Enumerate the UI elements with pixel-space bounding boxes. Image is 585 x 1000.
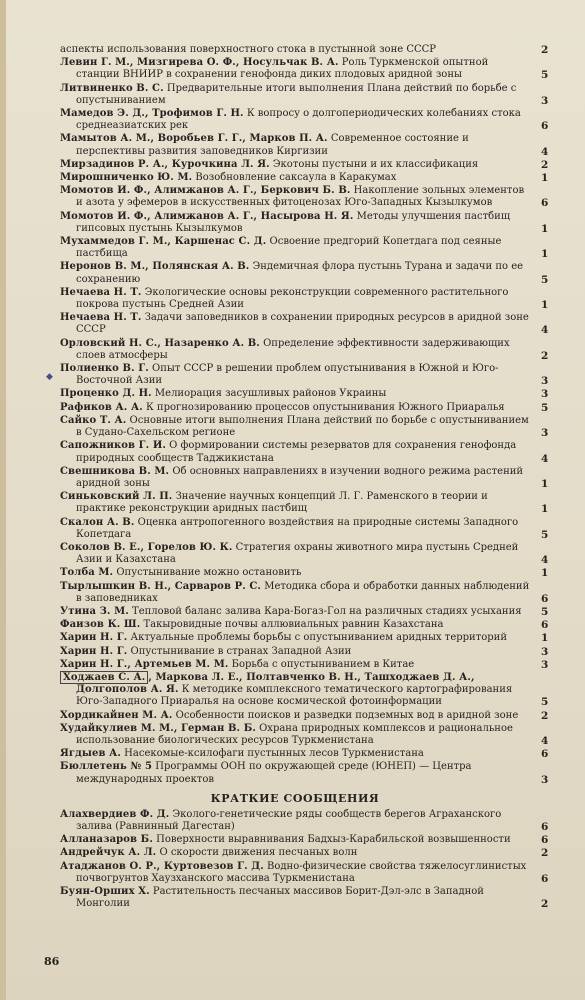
- entry-issue-number: 3: [541, 773, 549, 786]
- entry-title: Методика сбора и обработки данных наблюдений в заповедниках: [76, 580, 530, 604]
- bibliography-list: [60, 44, 549, 911]
- entry-issue-number: 6: [541, 748, 549, 761]
- entry-author: Тырлышкин В. Н., Сарваров Р. С.: [60, 580, 262, 592]
- entry-issue-number: 4: [541, 145, 549, 158]
- entry-title: О скорости движения песчаных волн: [159, 847, 358, 859]
- bibliography-entry: [60, 337, 549, 362]
- entry-title: Программы ООН по окружающей среде (ЮНЕП) — Центра международных проектов: [76, 761, 472, 785]
- entry-author: Мамедов Э. Д., Трофимов Г. Н.: [60, 108, 244, 120]
- entry-author: Буян-Орших Х.: [60, 886, 150, 897]
- entry-title: О формировании системы резерватов для сохранения генофонда природных сообществ Таджикистана: [76, 440, 517, 464]
- entry-title: аспекты использования поверхностного стока в пустынной зоне СССР: [60, 44, 437, 55]
- entry-issue-number: 2: [541, 349, 549, 362]
- entry-author: Левин Г. М., Мизгирева О. Ф., Носульчак В. А.: [60, 57, 339, 69]
- entry-author: Литвиненко В. С.: [60, 82, 164, 94]
- bibliography-entry: [60, 82, 549, 107]
- entry-issue-number: 6: [541, 834, 549, 847]
- entry-author: Проценко Д. Н.: [60, 388, 152, 400]
- entry-issue-number: 1: [541, 567, 549, 580]
- entry-title: Опустынивание в странах Западной Азии: [130, 645, 352, 657]
- entry-title: Освоение предгорий Копетдага под сеяные пастбища: [76, 236, 502, 260]
- entry-title: Поверхности выравнивания Бадхыз-Карабильской возвышенности: [156, 834, 511, 846]
- entry-issue-number: 3: [541, 645, 549, 658]
- entry-issue-number: 4: [541, 734, 549, 747]
- bibliography-entry: [60, 605, 549, 618]
- bibliography-entry: [60, 108, 549, 133]
- entry-author: Бюллетень № 5: [60, 761, 153, 773]
- entry-issue-number: 6: [541, 120, 549, 133]
- bibliography-entry: [60, 388, 549, 401]
- entry-title: Охрана природных комплексов и рациональное использование биологических ресурсов Туркменистана: [76, 722, 513, 746]
- bibliography-entry: [60, 210, 549, 235]
- bibliography-entry: [60, 860, 549, 885]
- entry-title: Опустынивание можно остановить: [116, 567, 302, 579]
- bibliography-entry: [60, 172, 549, 185]
- entry-issue-number: 5: [541, 401, 549, 414]
- entry-author-highlight: Ходжаев С. А.: [60, 671, 148, 684]
- entry-title: Значение научных концепций Л. Г. Раменского в теории и практике реконструкции аридных пастбищ: [76, 491, 488, 515]
- entry-title: Мелиорация засушливых районов Украины: [154, 388, 387, 400]
- bibliography-entry: [60, 440, 549, 465]
- bibliography-entry: [60, 57, 549, 82]
- bibliography-entry: [60, 886, 549, 911]
- entry-issue-number: 2: [541, 898, 549, 911]
- entry-title: К методике комплексного тематического картографирования Юго-Западного Приаралья на основе космической фотоинформации: [76, 684, 513, 708]
- entry-author: Харин Н. Г., Артемьев М. М.: [60, 658, 229, 670]
- entry-title: Задачи заповедников в сохранении природных ресурсов в аридной зоне СССР: [76, 312, 529, 336]
- entry-issue-number: 5: [541, 273, 549, 286]
- entry-issue-number: 1: [541, 248, 549, 261]
- bibliography-entry: [60, 834, 549, 847]
- entry-issue-number: 1: [541, 632, 549, 645]
- bibliography-entry: [60, 645, 549, 658]
- entry-author: Ягдыев А.: [60, 748, 121, 760]
- entry-issue-number: 6: [541, 872, 549, 885]
- entry-author: , Маркова Л. Е., Полтавченко В. Н., Ташходжаев Д. А., Долгополов А. Я.: [76, 671, 475, 696]
- bibliography-entry: [60, 491, 549, 516]
- entry-title: Роль Туркменской опытной станции ВНИИР в сохранении генофонда диких плодовых аридной зоны: [76, 57, 489, 81]
- bibliography-entry: [60, 261, 549, 286]
- bibliography-entry: [60, 722, 549, 747]
- entry-issue-number: 1: [541, 222, 549, 235]
- bibliography-entry: [60, 632, 549, 645]
- bibliography-entry: [60, 312, 549, 337]
- entry-author: Свешникова В. М.: [60, 465, 170, 477]
- entry-title: Насекомые-ксилофаги пустынных лесов Туркменистана: [124, 748, 424, 760]
- entry-author: Хордикайнен М. А.: [60, 709, 173, 721]
- section-heading: КРАТКИЕ СООБЩЕНИЯ: [210, 791, 380, 805]
- entry-issue-number: 3: [541, 427, 549, 440]
- entry-author: Мамытов А. М., Воробьев Г. Г., Марков П. А.: [60, 133, 328, 145]
- page-number: 86: [44, 955, 60, 968]
- entry-issue-number: 6: [541, 197, 549, 210]
- entry-issue-number: 2: [541, 709, 549, 722]
- entry-issue-number: 6: [541, 820, 549, 833]
- entry-title: К прогнозированию процессов опустынивания Южного Приаралья: [145, 401, 505, 413]
- entry-title: Основные итоги выполнения Плана действий по борьбе с опустыниванием в Судано-Сахельском регионе: [76, 414, 529, 439]
- entry-author: Толба М.: [60, 567, 114, 579]
- entry-author: Нечаева Н. Т.: [60, 312, 142, 324]
- entry-author: Алахвердиев Ф. Д.: [60, 808, 170, 820]
- entry-title: Актуальные проблемы борьбы с опустыниванием аридных территорий: [130, 632, 508, 644]
- entry-author: Утина З. М.: [60, 605, 129, 617]
- entry-author: Момотов И. Ф., Алимжанов А. Г., Беркович Б. В.: [60, 185, 351, 197]
- entry-issue-number: 3: [541, 658, 549, 671]
- entry-issue-number: 6: [541, 619, 549, 632]
- bibliography-entry: [60, 286, 549, 312]
- entry-title: Определение эффективности задерживающих слоев атмосферы: [76, 337, 510, 361]
- entry-title: Особенности поисков и разведки подземных вод в аридной зоне: [175, 709, 519, 721]
- entry-title: Стратегия охраны животного мира пустынь Средней Азии и Казахстана: [76, 541, 519, 566]
- entry-issue-number: 3: [541, 388, 549, 401]
- bibliography-entry: [60, 658, 549, 671]
- bibliography-entry: [60, 709, 549, 722]
- entry-title: Растительность песчаных массивов Борит-Дэл-элс в Западной Монголии: [76, 886, 484, 910]
- entry-title: Оценка антропогенного воздействия на природные системы Западного Копетдага: [76, 516, 519, 540]
- entry-issue-number: 2: [541, 847, 549, 860]
- entry-title: Эндемичная флора пустынь Турана и задачи по ее сохранению: [76, 261, 524, 285]
- bibliography-entry: [60, 44, 549, 56]
- entry-title: Возобновление саксаула в Каракумах: [195, 172, 397, 184]
- entry-title: Современное состояние и перспективы развития заповедников Киргизии: [76, 133, 469, 157]
- bibliography-entry: [60, 847, 549, 860]
- entry-issue-number: 4: [541, 324, 549, 337]
- entry-title: Предварительные итоги выполнения Плана действий по борьбе с опустыниванием: [76, 82, 517, 106]
- entry-issue-number: 1: [541, 299, 549, 312]
- entry-issue-number: 5: [541, 605, 549, 618]
- entry-author: Мирзадинов Р. А., Курочкина Л. Я.: [60, 158, 270, 170]
- entry-issue-number: 2: [541, 44, 549, 56]
- entry-issue-number: 6: [541, 592, 549, 605]
- page-edge: [0, 0, 6, 1000]
- bibliography-entry: [60, 580, 549, 605]
- bibliography-entry: [60, 133, 549, 158]
- entry-issue-number: 1: [541, 477, 549, 490]
- entry-author: Нечаева Н. Т.: [60, 286, 142, 298]
- bibliography-entry: [60, 748, 549, 761]
- entry-author: Фаизов К. Ш.: [60, 619, 141, 631]
- bibliography-entry: [60, 761, 549, 786]
- bibliography-entry: [60, 363, 549, 388]
- entry-author: Мирошниченко Ю. М.: [60, 172, 193, 184]
- entry-title: Водно-физические свойства тяжелосуглинистых почвогрунтов Хаузханского массива Туркменистана: [76, 860, 527, 884]
- entry-author: Харин Н. Г.: [60, 645, 128, 657]
- entry-author: Момотов И. Ф., Алимжанов А. Г., Насырова Н. Я.: [60, 210, 354, 222]
- entry-title: К вопросу о долгопериодических колебаниях стока среднеазиатских рек: [76, 108, 521, 132]
- entry-title: Такыровидные почвы аллювиальных равнин Казахстана: [143, 619, 444, 631]
- bibliography-entry: [60, 567, 549, 580]
- entry-issue-number: 3: [541, 94, 549, 107]
- entry-issue-number: 3: [541, 375, 549, 388]
- entry-issue-number: 4: [541, 452, 549, 465]
- entry-title: Опыт СССР в решении проблем опустынивания в Южной и Юго-Восточной Азии: [76, 363, 499, 387]
- entry-title: Экотоны пустыни и их классификация: [272, 158, 479, 170]
- bibliography-entry: [60, 671, 549, 709]
- bibliography-entry: [60, 541, 549, 567]
- entry-title: Экологические основы реконструкции современного растительного покрова пустынь Средней Азии: [76, 286, 509, 311]
- entry-issue-number: 2: [541, 158, 549, 171]
- entry-author: Неронов В. М., Полянская А. В.: [60, 261, 250, 273]
- entry-author: Соколов В. Е., Горелов Ю. К.: [60, 541, 233, 553]
- entry-author: Сапожников Г. И.: [60, 440, 166, 452]
- entry-title: Методы улучшения пастбищ гипсовых пустынь Кызылкумов: [76, 210, 511, 234]
- bibliography-entry: [60, 465, 549, 490]
- entry-author: Полиенко В. Г.: [60, 363, 149, 375]
- bibliography-entry: [60, 516, 549, 541]
- entry-title: Об основных направлениях в изучении водного режима растений аридной зоны: [76, 465, 524, 489]
- bibliography-entry: [60, 185, 549, 210]
- bibliography-entry: [60, 808, 549, 833]
- entry-issue-number: 1: [541, 503, 549, 516]
- entry-author: Мухаммедов Г. М., Каршенас С. Д.: [60, 236, 267, 248]
- entry-issue-number: 1: [541, 172, 549, 185]
- entry-author: Скалон А. В.: [60, 516, 135, 528]
- entry-title: Накопление зольных элементов и азота у эфемеров в искусственных фитоценозах Юго-Западных Кызылкумов: [76, 185, 525, 209]
- entry-title: Борьба с опустыниванием в Китае: [231, 658, 415, 670]
- entry-author: Худайкулиев М. М., Герман В. Б.: [60, 722, 256, 734]
- entry-title: Эколого-генетические ряды сообществ берегов Аграханского залива (Равнинный Дагестан): [76, 808, 502, 832]
- entry-author: Алланазаров Б.: [60, 834, 153, 846]
- entry-author: Синьковский Л. П.: [60, 491, 173, 503]
- bibliography-entry: [60, 414, 549, 440]
- bibliography-entry: [60, 158, 549, 171]
- entry-author: Рафиков А. А.: [60, 401, 143, 413]
- entry-author: Сайко Т. А.: [60, 414, 127, 426]
- entry-author: Орловский Н. С., Назаренко А. В.: [60, 337, 260, 349]
- margin-mark: ◆: [46, 372, 53, 382]
- entry-title: Тепловой баланс залива Кара-Богаз-Гол на различных стадиях усыхания: [132, 605, 522, 617]
- entry-author: Атаджанов О. Р., Куртовезов Г. Д.: [60, 860, 264, 872]
- entry-issue-number: 4: [541, 554, 549, 567]
- bibliography-entry: [60, 401, 549, 414]
- bibliography-entry: [60, 236, 549, 261]
- entry-issue-number: 5: [541, 528, 549, 541]
- entry-author: Андрейчук А. Л.: [60, 847, 157, 859]
- bibliography-entry: [60, 619, 549, 632]
- entry-issue-number: 5: [541, 696, 549, 709]
- entry-issue-number: 5: [541, 69, 549, 82]
- entry-author: Харин Н. Г.: [60, 632, 128, 644]
